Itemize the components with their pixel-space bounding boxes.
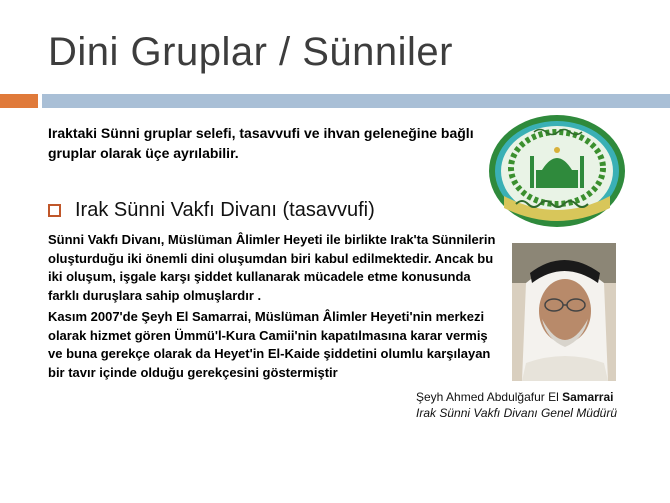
section-heading: Irak Sünni Vakfı Divanı (tasavvufi) [75,199,375,221]
paragraph-1: Sünni Vakfı Divanı, Müslüman Âlimler Heyeti ile birlikte Irak'ta Sünnilerin oluşturduğu iki önemli dini oluşumdan biri kabul edilmektedir. Ancak bu iki oluşum, işgale karşı şiddet kullanarak mücadele etme konusunda farklı duruşlara sahip olmuşlardır . [48,232,496,303]
caption-role: Irak Sünni Vakfı Divanı Genel Müdürü [416,406,617,420]
caption-name-bold: Samarrai [562,390,614,404]
portrait-photo [512,243,616,381]
sunni-endowment-logo-icon [486,112,628,230]
section-heading-row [48,199,375,222]
caption-name [416,389,617,405]
bullet-square-icon [48,204,61,217]
slide-title: Dini Gruplar / Sünniler [48,30,453,74]
paragraph-2: Kasım 2007'de Şeyh El Samarrai, Müslüman Âlimler Heyeti'nin merkezi olarak hizmet gören Ümmü'l-Kura Camii'nin kapatılmasına karar vermiş ve buna gerekçe olarak da Heyet'in El-Kaide şiddetini olumlu karşılayan bir tavır içinde olduğu gerekçesini göstermiştir [48,309,491,380]
accent-bar-orange [0,94,38,108]
accent-bar-blue [42,94,670,108]
photo-caption [416,389,617,421]
caption-name-prefix: Şeyh Ahmed Abdulğafur El [416,390,563,404]
intro-text: Iraktaki Sünni gruplar selefi, tasavvufi ve ihvan geleneğine bağlı gruplar olarak üçe ayrılabilir. [48,125,474,161]
